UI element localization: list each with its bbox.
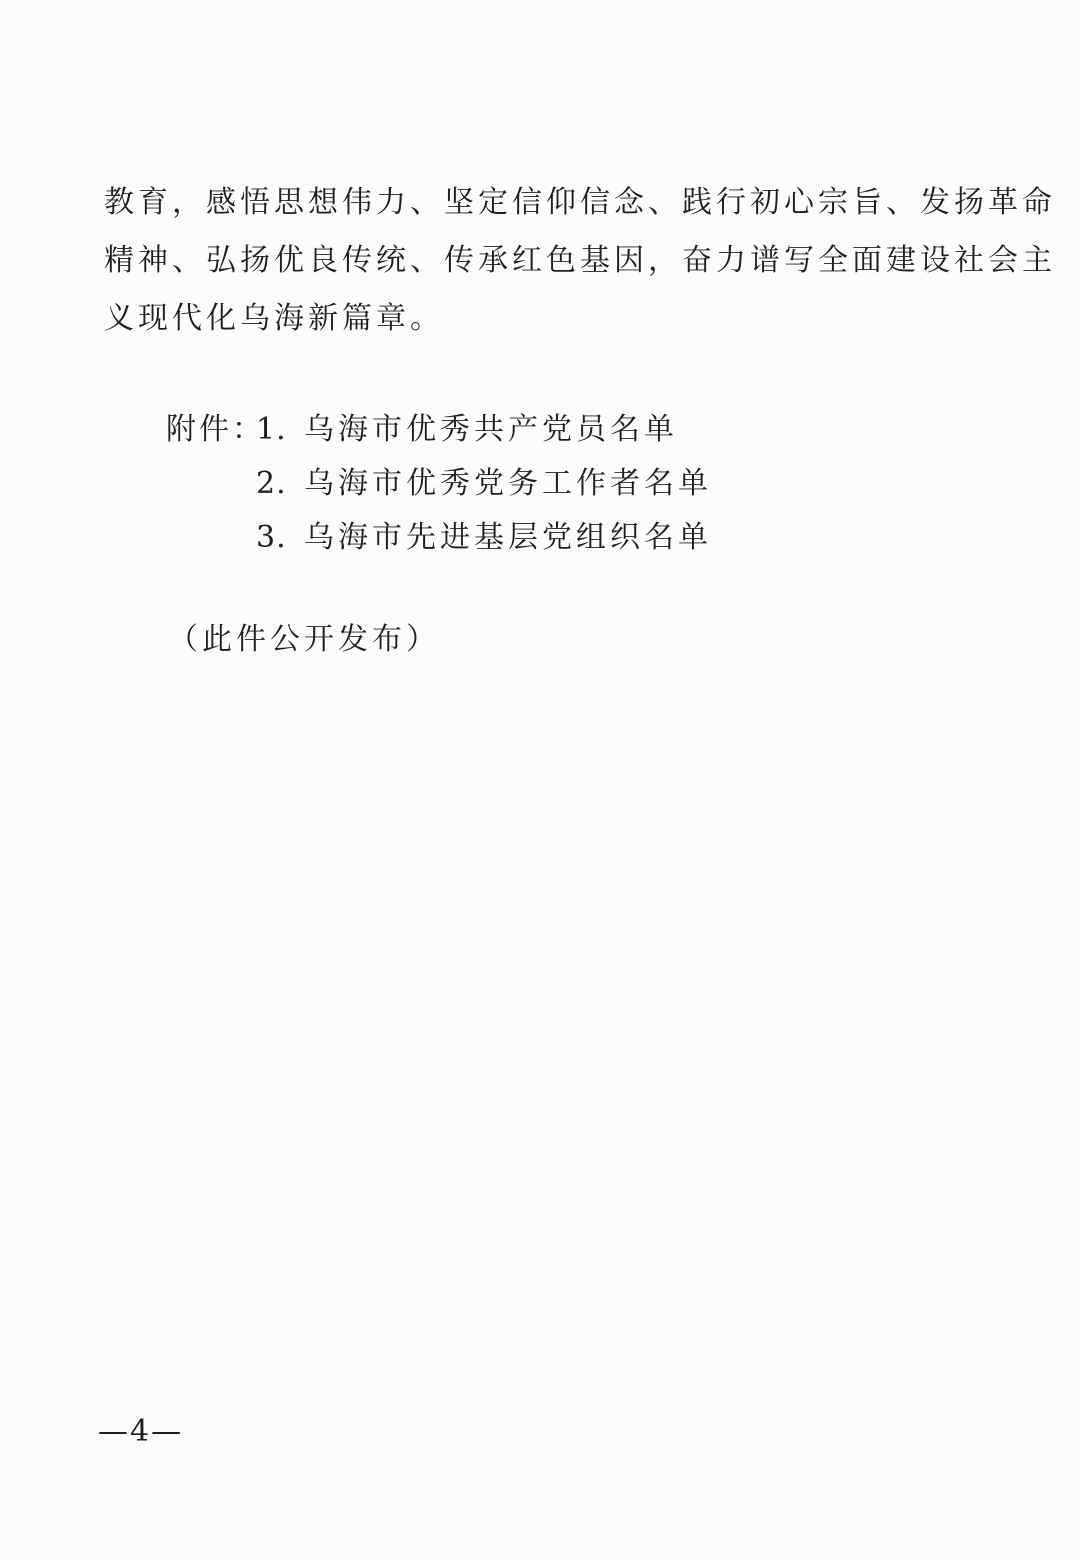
public-release-note: （此件公开发布） — [168, 622, 440, 657]
body-line: 教育，感悟思想伟力、坚定信仰信念、践行初心宗旨、发扬革命 — [104, 185, 1056, 220]
attachment-title: 乌海市优秀共产党员名单 — [304, 412, 678, 447]
attachment-item — [166, 464, 866, 518]
body-line: 义现代化乌海新篇章。 — [104, 301, 444, 336]
attachment-number: 1. — [256, 412, 287, 447]
attachment-number: 2. — [256, 466, 287, 501]
page-number: —4— — [98, 1414, 184, 1449]
attachment-list — [166, 410, 866, 572]
attachment-item — [166, 410, 866, 464]
attachment-title: 乌海市优秀党务工作者名单 — [304, 466, 712, 501]
body-line: 精神、弘扬优良传统、传承红色基因，奋力谱写全面建设社会主 — [104, 243, 1056, 278]
attachment-title: 乌海市先进基层党组织名单 — [304, 520, 712, 555]
attachment-label: 附件： — [166, 412, 265, 447]
attachment-item — [166, 518, 866, 572]
body-paragraph — [104, 185, 1056, 362]
attachment-number: 3. — [256, 520, 287, 555]
